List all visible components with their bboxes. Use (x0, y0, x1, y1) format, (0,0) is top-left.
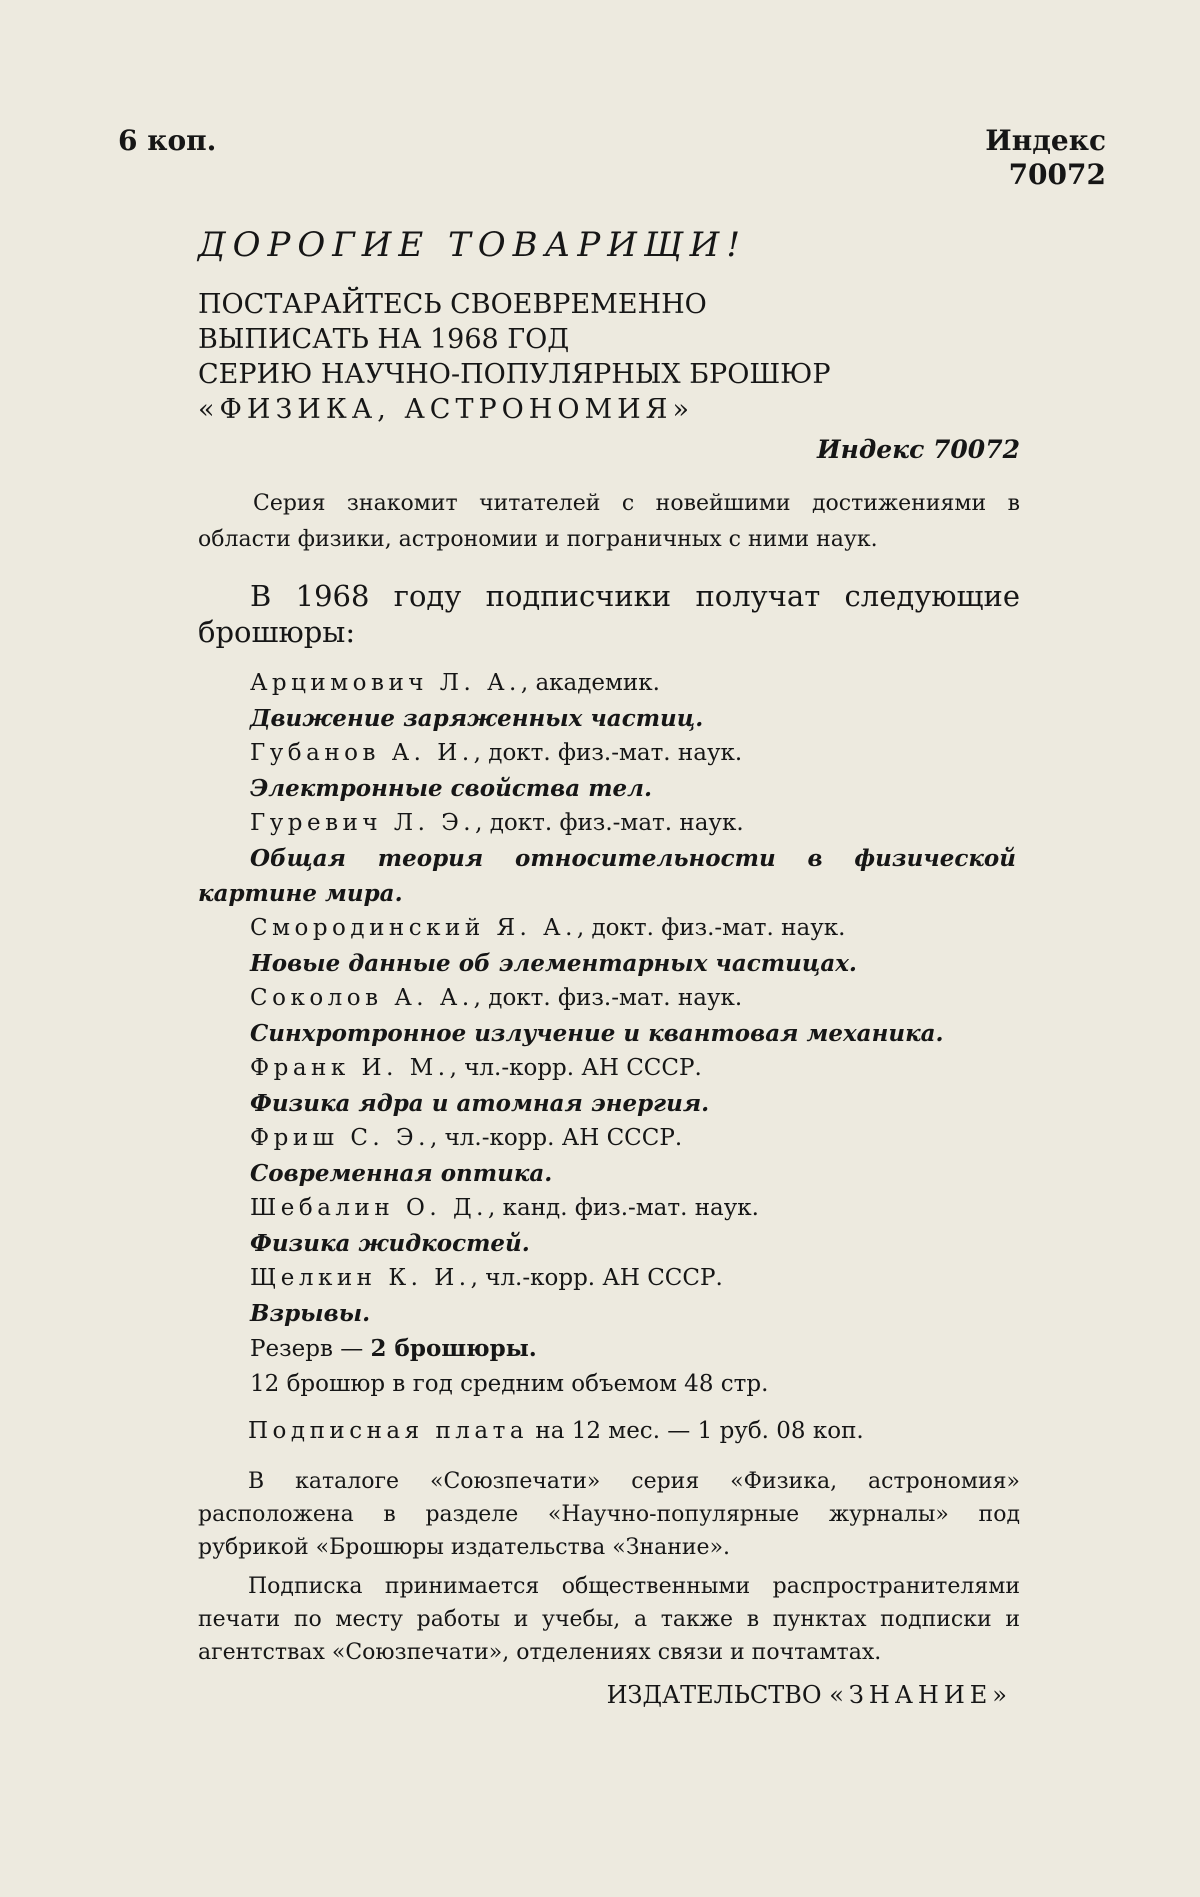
author-name: Шебалин О. Д. (250, 1195, 488, 1221)
entry-author (198, 1261, 1020, 1296)
entry-author (198, 736, 1020, 771)
entry-author (198, 1051, 1020, 1086)
fee-label: Подписная плата (248, 1418, 529, 1444)
author-credentials: , канд. физ.-мат. наук. (488, 1195, 759, 1221)
author-name: Губанов А. И. (250, 740, 474, 766)
author-credentials: , докт. физ.-мат. наук. (473, 985, 743, 1011)
entry-title: Синхротронное излучение и квантовая механика. (250, 1020, 944, 1047)
subscription-paragraph: Подписка принимается общественными распространителями печати по месту работы и учебы, а также в пунктах подписки и агентствах «Союзпечати», отделениях связи и почтамтах. (198, 1574, 1020, 1665)
series-name: «ФИЗИКА, АСТРОНОМИЯ» (198, 394, 694, 425)
author-credentials: , академик. (520, 670, 660, 696)
author-credentials: , докт. физ.-мат. наук. (473, 740, 743, 766)
author-name: Арцимович Л. А. (250, 670, 521, 696)
list-item (198, 666, 1020, 736)
author-name: Франк И. М. (250, 1055, 450, 1081)
lead-block (198, 287, 1020, 427)
fee-value: на 12 мес. — 1 руб. 08 коп. (535, 1418, 864, 1444)
author-name: Смородинский Я. А. (250, 915, 577, 941)
entry-title: Движение заряженных частиц. (250, 705, 704, 732)
author-name: Соколов А. А. (250, 985, 474, 1011)
fee-line (198, 1414, 1020, 1449)
list-item (198, 806, 1020, 911)
publisher (198, 1681, 1020, 1709)
lead-line-1: ПОСТАРАЙТЕСЬ СВОЕВРЕМЕННО (198, 289, 707, 320)
list-item (198, 736, 1020, 806)
author-credentials: , докт. физ.-мат. наук. (576, 915, 846, 941)
publisher-name: «ЗНАНИЕ» (829, 1681, 1012, 1709)
author-name: Щелкин К. И. (250, 1265, 471, 1291)
author-credentials: , чл.-корр. АН СССР. (449, 1055, 702, 1081)
subscribers-paragraph: В 1968 году подписчики получат следующие брошюры: (198, 579, 1020, 649)
appeal-heading: ДОРОГИЕ ТОВАРИЩИ! (198, 225, 747, 265)
entry-title: Новые данные об элементарных частицах. (250, 950, 857, 977)
index-number: 70072 (1008, 158, 1106, 191)
lead-line-2: ВЫПИСАТЬ НА 1968 ГОД (198, 324, 570, 355)
list-item (198, 1191, 1020, 1261)
volume-line: 12 брошюр в год средним объемом 48 стр. (250, 1371, 769, 1397)
entry-author (198, 1121, 1020, 1156)
list-item (198, 1121, 1020, 1191)
content (198, 225, 1020, 1709)
list-item (198, 911, 1020, 981)
reserve-line (198, 1331, 1020, 1367)
index-label: Индекс (985, 124, 1106, 157)
catalog-paragraph: В каталоге «Союзпечати» серия «Физика, астрономия» расположена в разделе «Научно-популярные журналы» под рубрикой «Брошюры издательства «Знание». (198, 1469, 1020, 1560)
author-credentials: , чл.-корр. АН СССР. (470, 1265, 723, 1291)
entry-author (198, 806, 1020, 841)
reserve-label: Резерв — (250, 1336, 364, 1362)
entry-author (198, 981, 1020, 1016)
series-index: Индекс 70072 (817, 435, 1020, 464)
lead-line-3: СЕРИЮ НАУЧНО-ПОПУЛЯРНЫХ БРОШЮР (198, 359, 831, 390)
author-credentials: , чл.-корр. АН СССР. (429, 1125, 683, 1151)
author-name: Фриш С. Э. (250, 1125, 430, 1151)
entry-title: Физика ядра и атомная энергия. (250, 1090, 710, 1117)
entry-title: Физика жидкостей. (250, 1230, 530, 1257)
author-credentials: , докт. физ.-мат. наук. (475, 810, 744, 836)
entry-author (198, 1191, 1020, 1226)
reserve-value: 2 брошюры. (370, 1335, 537, 1362)
entry-title: Общая теория относительности в физической картине мира. (198, 845, 1016, 907)
list-item (198, 981, 1020, 1051)
entry-author (198, 911, 1020, 946)
price: 6 коп. (118, 124, 217, 157)
author-name: Гуревич Л. Э. (250, 810, 476, 836)
publisher-label: ИЗДАТЕЛЬСТВО (606, 1681, 822, 1709)
entry-title: Взрывы. (250, 1300, 371, 1327)
entry-title: Современная оптика. (250, 1160, 553, 1187)
intro-paragraph: Серия знакомит читателей с новейшими достижениями в области физики, астрономии и пограничных с ними наук. (198, 491, 1020, 552)
brochure-list (198, 666, 1020, 1331)
list-item (198, 1261, 1020, 1331)
entry-title: Электронные свойства тел. (250, 775, 653, 802)
entry-author (198, 666, 1020, 701)
index-top (985, 124, 1106, 192)
list-item (198, 1051, 1020, 1121)
